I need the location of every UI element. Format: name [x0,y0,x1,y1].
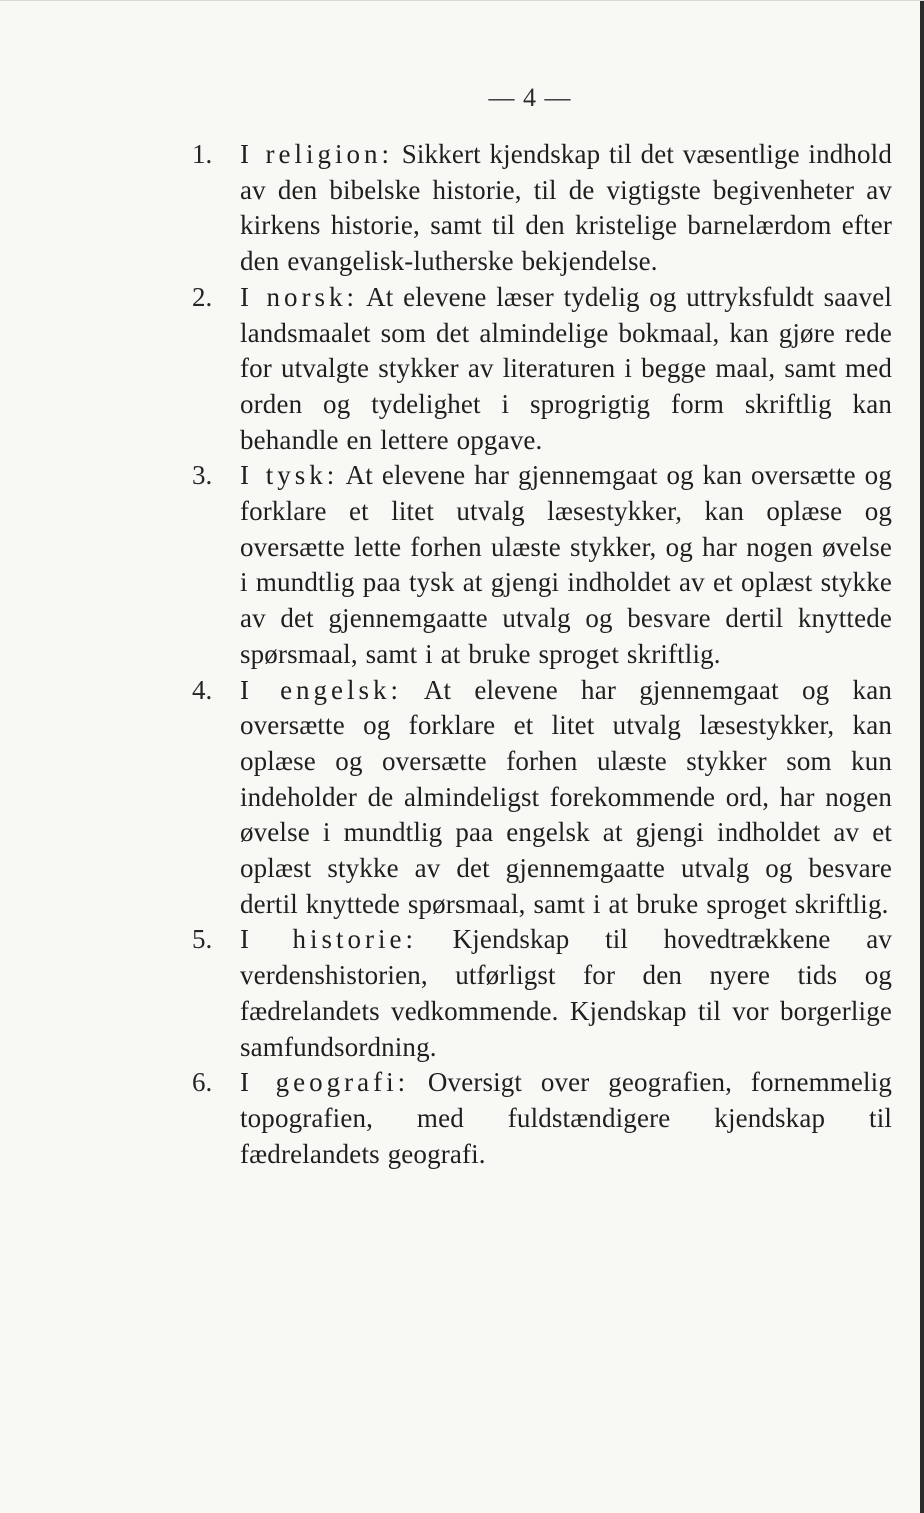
subject-heading: I engelsk: [240,674,403,705]
subject-heading: I historie: [240,924,417,955]
list-item-geografi [192,1065,892,1172]
page-number: — 4 — [488,83,572,112]
curriculum-list [192,137,892,1172]
subject-heading: I religion: [240,139,394,169]
subject-heading: I tysk: [240,460,339,491]
list-item-text [240,922,892,1065]
list-item-text [240,137,892,280]
list-item-number: 3. [192,460,213,491]
list-item-number: 4. [192,674,213,705]
subject-description: Kjendskap til hovedtrækkene av verdenshistorien, utførligst for den nyere tids og fædrelandets vedkommende. Kjendskap til vor borgerlige samfundsordning. [240,924,892,1062]
list-item-text [240,280,892,459]
list-item-historie [192,922,892,1065]
list-item-engelsk [192,673,892,923]
list-item-number: 5. [192,924,213,955]
list-item-religion [192,137,892,280]
subject-description: At elevene læser tydelig og uttryksfuldt saavel landsmaalet som det almindelige bokmaal, kan gjøre rede for utvalgte stykker av literaturen i begge maal, samt med orden og tydelighet i sprogrigtig form skriftlig kan behandle en lettere opgave. [240,281,892,455]
list-item-text [240,458,892,672]
list-item-norsk [192,280,892,459]
subject-description: At elevene har gjennemgaat og kan oversætte og forklare et litet utvalg læsestykker, kan oplæse og oversætte forhen ulæste stykker som kun indeholder de almindeligst forekommende ord, har nogen øvelse i mundtlig paa engelsk at gjengi indholdet av et oplæst stykke av det gjennemgaatte utvalg og besvare dertil knyttede spørsmaal, samt i at bruke sproget skriftlig. [240,674,892,919]
list-item-number: 1. [192,139,213,169]
subject-heading: I norsk: [240,281,358,312]
list-item-text [240,673,892,923]
list-item-number: 2. [192,281,213,312]
scan-edge [920,1,924,1513]
subject-description: Oversigt over geografien, fornemmelig topografien, med fuldstændigere kjendskap til fædrelandets geografi. [240,1067,892,1169]
subject-description: At elevene har gjennemgaat og kan oversætte og forklare et litet utvalg læsestykker, kan oplæse og oversætte lette forhen ulæste stykker, og har nogen øvelse i mundtlig paa tysk at gjengi indholdet av et oplæst stykke av det gjennemgaatte utvalg og besvare dertil knyttede spørsmaal, samt i at bruke sproget skriftlig. [240,460,892,669]
list-item-text [240,1065,892,1172]
subject-description: Sikkert kjendskap til det væsentlige indhold av den bibelske historie, til de vigtigste begivenheter av kirkens historie, samt til den kristelige barnelærdom efter den evangelisk-lutherske bekjendelse. [240,139,892,277]
list-item-tysk [192,458,892,672]
list-item-number: 6. [192,1067,213,1098]
subject-heading: I geografi: [240,1067,410,1098]
